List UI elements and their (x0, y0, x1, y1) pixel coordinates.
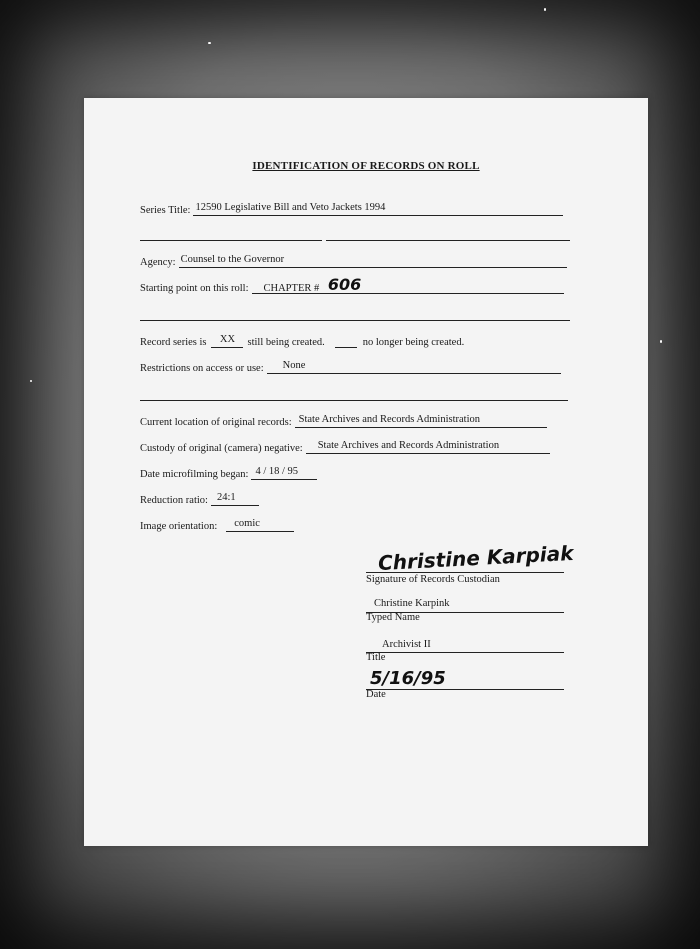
typed-name-caption: Typed Name (366, 612, 420, 623)
record-series-label: Record series is (140, 337, 207, 348)
orientation-row (140, 516, 294, 532)
chapter-number-handwritten: 606 (327, 275, 362, 294)
still-created-mark: XX (211, 332, 243, 348)
job-title-value: Archivist II (382, 639, 431, 650)
reduction-row (140, 490, 259, 506)
date-began-label: Date microfilming began: (140, 469, 249, 480)
date-caption: Date (366, 689, 386, 700)
job-title-line (366, 652, 564, 653)
reduction-value: 24:1 (211, 490, 259, 506)
agency-row (140, 252, 567, 268)
no-longer-created-text: no longer being created. (362, 337, 465, 348)
date-began-row (140, 464, 317, 480)
current-location-label: Current location of original records: (140, 417, 292, 428)
restrictions-row (140, 358, 561, 374)
custodian-signature: Christine Karpiak (377, 540, 575, 576)
reduction-label: Reduction ratio: (140, 495, 208, 506)
custody-row (140, 438, 550, 454)
blank-line-3 (140, 320, 570, 321)
starting-point-field (252, 275, 564, 294)
current-location-value: State Archives and Records Administration (295, 412, 547, 428)
film-speck (660, 340, 662, 343)
still-created-text: still being created. (247, 337, 325, 348)
starting-point-row (140, 275, 564, 294)
film-speck (30, 380, 32, 382)
date-line (366, 689, 564, 690)
film-speck (208, 42, 211, 44)
starting-point-value: CHAPTER # (263, 283, 320, 294)
signature-caption: Signature of Records Custodian (366, 574, 500, 585)
orientation-label: Image orientation: (140, 521, 218, 532)
signature-line (366, 572, 564, 573)
form-title: IDENTIFICATION OF RECORDS ON ROLL (252, 160, 480, 172)
series-title-row (140, 200, 563, 216)
agency-value: Counsel to the Governor (179, 252, 567, 268)
current-location-row (140, 412, 547, 428)
typed-name-value: Christine Karpink (374, 598, 450, 609)
series-title-label: Series Title: (140, 205, 191, 216)
date-began-value: 4 / 18 / 95 (251, 464, 317, 480)
custody-label: Custody of original (camera) negative: (140, 443, 303, 454)
record-series-row (140, 332, 464, 348)
series-title-value: 12590 Legislative Bill and Veto Jackets 1994 (193, 200, 563, 216)
custody-value: State Archives and Records Administration (306, 438, 550, 454)
series-title-blank-line-1 (140, 240, 322, 241)
records-form-sheet (84, 98, 648, 846)
blank-line-4 (140, 400, 568, 401)
agency-label: Agency: (140, 257, 176, 268)
restrictions-value: None (267, 358, 561, 374)
restrictions-label: Restrictions on access or use: (140, 363, 264, 374)
series-title-blank-line-2 (326, 240, 570, 241)
orientation-value: comic (226, 516, 294, 532)
job-title-caption: Title (366, 652, 386, 663)
film-speck (544, 8, 546, 11)
no-longer-created-mark (335, 332, 357, 348)
signed-date-handwritten: 5/16/95 (370, 668, 446, 689)
starting-point-label: Starting point on this roll: (140, 283, 249, 294)
